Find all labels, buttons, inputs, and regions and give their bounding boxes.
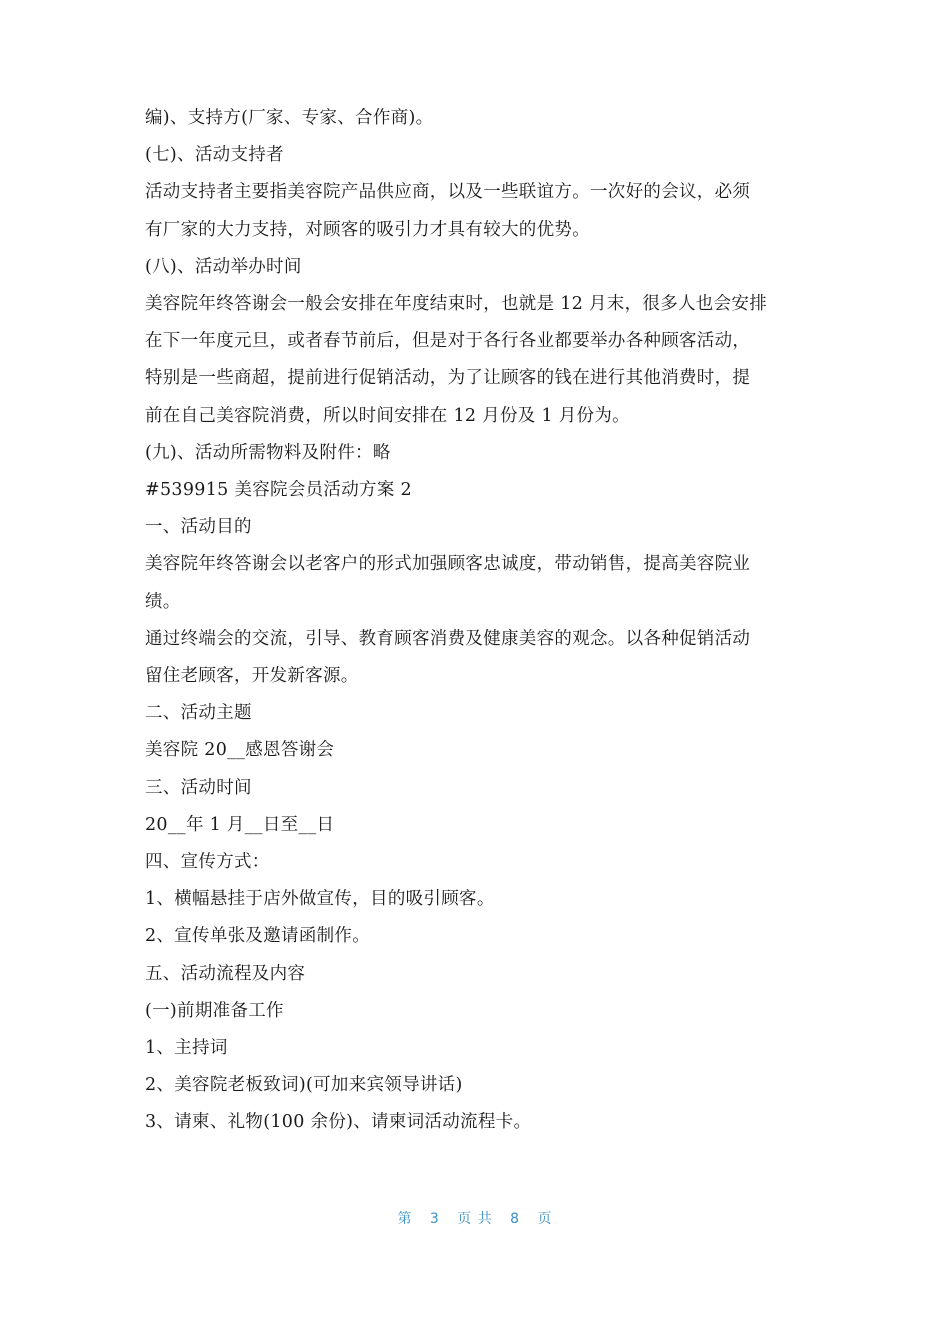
section-heading: 二、活动主题 xyxy=(145,703,252,724)
text-line: 编)、支持方(厂家、专家、合作商)。 xyxy=(145,108,434,128)
section-heading: (七)、活动支持者 xyxy=(145,145,284,166)
document-title: #539915 美容院会员活动方案 2 xyxy=(145,480,412,501)
text-line: 美容院 20__感恩答谢会 xyxy=(145,740,335,761)
section-heading: 五、活动流程及内容 xyxy=(145,963,306,984)
footer-current-page: 3 xyxy=(429,1211,440,1227)
footer-ye-gong: 页 共 xyxy=(457,1211,493,1227)
list-item: 3、请柬、礼物(100 余份)、请柬词活动流程卡。 xyxy=(145,1112,532,1133)
text-line: 活动支持者主要指美容院产品供应商，以及一些联谊方。一次好的会议，必须 xyxy=(145,182,751,203)
text-line: 通过终端会的交流，引导、教育顾客消费及健康美容的观念。以各种促销活动 xyxy=(145,628,751,649)
list-item: 2、美容院老板致词)(可加来宾领导讲话) xyxy=(145,1075,463,1096)
text-line: 绩。 xyxy=(145,591,181,612)
footer-total-pages: 8 xyxy=(510,1211,521,1227)
footer-ye: 页 xyxy=(537,1211,553,1227)
text-line: 在下一年度元旦，或者春节前后，但是对于各行各业都要举办各种顾客活动， xyxy=(145,331,751,352)
section-heading: 四、宣传方式： xyxy=(145,852,270,873)
text-line: 美容院年终答谢会以老客户的形式加强顾客忠诚度，带动销售，提高美容院业 xyxy=(145,554,751,575)
list-item: 2、宣传单张及邀请函制作。 xyxy=(145,926,371,947)
text-line: 有厂家的大力支持，对顾客的吸引力才具有较大的优势。 xyxy=(145,219,590,240)
body-text xyxy=(145,100,810,1142)
text-line: 前在自己美容院消费，所以时间安排在 12 月份及 1 月份为。 xyxy=(145,405,630,426)
list-item: 1、横幅悬挂于店外做宣传，目的吸引顾客。 xyxy=(145,889,495,910)
text-line: 美容院年终答谢会一般会安排在年度结束时，也就是 12 月末，很多人也会安排 xyxy=(145,294,767,315)
text-line: 特别是一些商超，提前进行促销活动，为了让顾客的钱在进行其他消费时，提 xyxy=(145,368,751,389)
text-line: 留住老顾客，开发新客源。 xyxy=(145,666,359,687)
footer-di: 第 xyxy=(397,1211,413,1227)
section-heading: (八)、活动举办时间 xyxy=(145,256,302,277)
text-line: 20__年 1 月__日至__日 xyxy=(145,814,335,835)
section-heading: (九)、活动所需物料及附件：略 xyxy=(145,442,391,463)
section-heading: 一、活动目的 xyxy=(145,517,252,538)
list-item: 1、主持词 xyxy=(145,1038,228,1059)
page-footer xyxy=(0,1208,950,1228)
section-heading: (一)前期准备工作 xyxy=(145,1000,284,1021)
section-heading: 三、活动时间 xyxy=(145,777,252,798)
